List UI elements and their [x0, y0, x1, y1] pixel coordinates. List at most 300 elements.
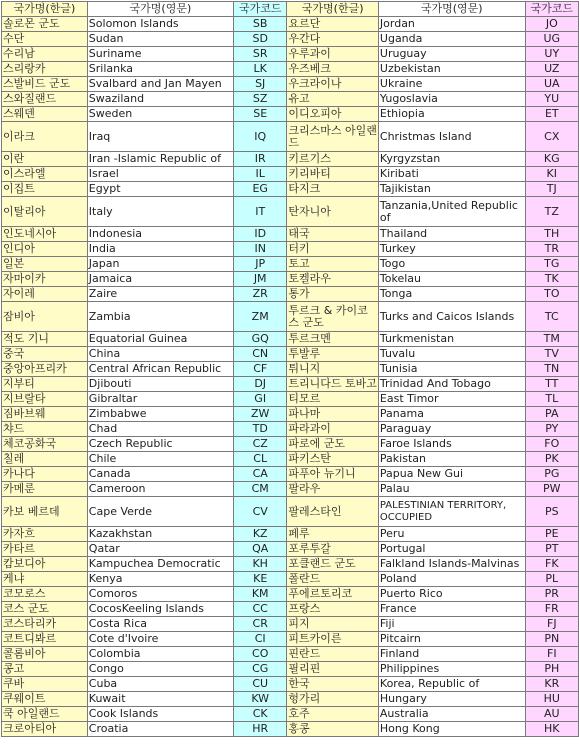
english-name-cell: Sweden: [87, 107, 233, 122]
country-code-cell: JO: [525, 17, 578, 32]
country-code-cell: PR: [525, 587, 578, 602]
table-row: [2, 677, 579, 692]
table-row: [2, 632, 579, 647]
korean-name-cell: 핀란드: [287, 647, 379, 662]
korean-name-cell: 티모르: [287, 392, 379, 407]
korean-name-cell: 쿡 아일랜드: [2, 707, 88, 722]
country-code-cell: TT: [525, 377, 578, 392]
table-row: [2, 422, 579, 437]
korean-name-cell: 토고: [287, 257, 379, 272]
country-code-cell: PS: [525, 497, 578, 527]
country-code-cell: CN: [234, 347, 287, 362]
header-country-code-2: 국가코드: [525, 2, 578, 17]
korean-name-cell: 인디아: [2, 242, 88, 257]
table-row: [2, 482, 579, 497]
table-row: [2, 107, 579, 122]
table-row: [2, 617, 579, 632]
country-code-cell: CO: [234, 647, 287, 662]
country-code-cell: TD: [234, 422, 287, 437]
korean-name-cell: 스발비드 군도: [2, 77, 88, 92]
table-row: [2, 647, 579, 662]
english-name-cell: Ukraine: [378, 77, 525, 92]
english-name-cell: Puerto Rico: [378, 587, 525, 602]
table-row: [2, 662, 579, 677]
country-code-cell: TN: [525, 362, 578, 377]
table-row: [2, 497, 579, 527]
english-name-cell: Fiji: [378, 617, 525, 632]
korean-name-cell: 태국: [287, 227, 379, 242]
english-name-cell: Kampuchea Democratic: [87, 557, 233, 572]
english-name-cell: Cote d'Ivoire: [87, 632, 233, 647]
korean-name-cell: 지브랄타: [2, 392, 88, 407]
korean-name-cell: 코모로스: [2, 587, 88, 602]
country-code-cell: IN: [234, 242, 287, 257]
korean-name-cell: 우즈베크: [287, 62, 379, 77]
country-code-cell: CF: [234, 362, 287, 377]
korean-name-cell: 필리핀: [287, 662, 379, 677]
country-code-cell: PY: [525, 422, 578, 437]
table-row: [2, 287, 579, 302]
korean-name-cell: 타지크: [287, 182, 379, 197]
country-code-cell: GQ: [234, 332, 287, 347]
english-name-cell: Solomon Islands: [87, 17, 233, 32]
table-row: [2, 32, 579, 47]
english-name-cell: Congo: [87, 662, 233, 677]
english-name-cell: Uruguay: [378, 47, 525, 62]
english-name-cell: Chad: [87, 422, 233, 437]
english-name-cell: Croatia: [87, 722, 233, 737]
korean-name-cell: 파라과이: [287, 422, 379, 437]
country-code-cell: PL: [525, 572, 578, 587]
country-code-cell: TL: [525, 392, 578, 407]
korean-name-cell: 칠레: [2, 452, 88, 467]
country-code-cell: HU: [525, 692, 578, 707]
country-code-cell: SE: [234, 107, 287, 122]
country-code-cell: PG: [525, 467, 578, 482]
english-name-cell: Philippines: [378, 662, 525, 677]
country-code-cell: CV: [234, 497, 287, 527]
english-name-cell: Egypt: [87, 182, 233, 197]
english-name-cell: India: [87, 242, 233, 257]
english-name-cell: Zaire: [87, 287, 233, 302]
english-name-cell: Poland: [378, 572, 525, 587]
korean-name-cell: 튀니지: [287, 362, 379, 377]
country-code-cell: HR: [234, 722, 287, 737]
korean-name-cell: 인도네시아: [2, 227, 88, 242]
korean-name-cell: 캄보디아: [2, 557, 88, 572]
header-country-code-1: 국가코드: [234, 2, 287, 17]
english-name-cell: Uzbekistan: [378, 62, 525, 77]
english-name-cell: Cameroon: [87, 482, 233, 497]
korean-name-cell: 파나마: [287, 407, 379, 422]
english-name-cell: PALESTINIAN TERRITORY, OCCUPIED: [378, 497, 525, 527]
country-code-cell: TK: [525, 272, 578, 287]
country-code-table: [1, 1, 579, 737]
country-code-cell: KZ: [234, 527, 287, 542]
korean-name-cell: 통가: [287, 287, 379, 302]
country-code-cell: TC: [525, 302, 578, 332]
country-code-cell: FK: [525, 557, 578, 572]
english-name-cell: Australia: [378, 707, 525, 722]
korean-name-cell: 카자흐: [2, 527, 88, 542]
korean-name-cell: 크로아티아: [2, 722, 88, 737]
english-name-cell: Peru: [378, 527, 525, 542]
korean-name-cell: 푸에르토리코: [287, 587, 379, 602]
korean-name-cell: 요르단: [287, 17, 379, 32]
country-code-cell: TM: [525, 332, 578, 347]
english-name-cell: Tajikistan: [378, 182, 525, 197]
country-code-cell: JP: [234, 257, 287, 272]
table-row: [2, 392, 579, 407]
english-name-cell: Indonesia: [87, 227, 233, 242]
english-name-cell: Korea, Republic of: [378, 677, 525, 692]
korean-name-cell: 우루과이: [287, 47, 379, 62]
country-code-cell: SD: [234, 32, 287, 47]
korean-name-cell: 키르기스: [287, 152, 379, 167]
country-code-cell: QA: [234, 542, 287, 557]
table-row: [2, 92, 579, 107]
table-row: [2, 452, 579, 467]
korean-name-cell: 짐바브웨: [2, 407, 88, 422]
korean-name-cell: 홍콩: [287, 722, 379, 737]
table-row: [2, 347, 579, 362]
english-name-cell: Italy: [87, 197, 233, 227]
country-code-cell: CC: [234, 602, 287, 617]
country-code-cell: IT: [234, 197, 287, 227]
english-name-cell: East Timor: [378, 392, 525, 407]
english-name-cell: Portugal: [378, 542, 525, 557]
english-name-cell: Pakistan: [378, 452, 525, 467]
korean-name-cell: 키리바티: [287, 167, 379, 182]
korean-name-cell: 스리랑카: [2, 62, 88, 77]
table-row: [2, 377, 579, 392]
header-english-name-2: 국가명(영문): [378, 2, 525, 17]
korean-name-cell: 카나다: [2, 467, 88, 482]
english-name-cell: Falkland Islands-Malvinas: [378, 557, 525, 572]
korean-name-cell: 카메룬: [2, 482, 88, 497]
country-code-cell: KE: [234, 572, 287, 587]
korean-name-cell: 코스타리카: [2, 617, 88, 632]
english-name-cell: Turkey: [378, 242, 525, 257]
country-code-cell: UZ: [525, 62, 578, 77]
english-name-cell: Trinidad And Tobago: [378, 377, 525, 392]
country-code-cell: EG: [234, 182, 287, 197]
english-name-cell: Finland: [378, 647, 525, 662]
country-code-cell: ZW: [234, 407, 287, 422]
korean-name-cell: 자마이카: [2, 272, 88, 287]
english-name-cell: Hong Kong: [378, 722, 525, 737]
korean-name-cell: 한국: [287, 677, 379, 692]
korean-name-cell: 챠드: [2, 422, 88, 437]
country-code-cell: GI: [234, 392, 287, 407]
korean-name-cell: 투르크 & 카이코스 군도: [287, 302, 379, 332]
country-code-cell: JM: [234, 272, 287, 287]
english-name-cell: Kazakhstan: [87, 527, 233, 542]
korean-name-cell: 이란: [2, 152, 88, 167]
country-code-cell: TO: [525, 287, 578, 302]
english-name-cell: Cook Islands: [87, 707, 233, 722]
korean-name-cell: 우간다: [287, 32, 379, 47]
english-name-cell: Colombia: [87, 647, 233, 662]
english-name-cell: Hungary: [378, 692, 525, 707]
english-name-cell: Jordan: [378, 17, 525, 32]
english-name-cell: Tonga: [378, 287, 525, 302]
english-name-cell: Jamaica: [87, 272, 233, 287]
country-code-cell: FJ: [525, 617, 578, 632]
english-name-cell: Comoros: [87, 587, 233, 602]
table-row: [2, 332, 579, 347]
table-row: [2, 557, 579, 572]
country-code-cell: SR: [234, 47, 287, 62]
country-code-cell: PH: [525, 662, 578, 677]
country-code-cell: PN: [525, 632, 578, 647]
table-row: [2, 122, 579, 152]
country-code-cell: PA: [525, 407, 578, 422]
korean-name-cell: 수단: [2, 32, 88, 47]
table-row: [2, 17, 579, 32]
table-header-row: [2, 2, 579, 17]
korean-name-cell: 솔로몬 군도: [2, 17, 88, 32]
english-name-cell: Turks and Caicos Islands: [378, 302, 525, 332]
english-name-cell: Tuvalu: [378, 347, 525, 362]
country-code-cell: UG: [525, 32, 578, 47]
korean-name-cell: 일본: [2, 257, 88, 272]
country-code-cell: YU: [525, 92, 578, 107]
korean-name-cell: 페루: [287, 527, 379, 542]
country-code-cell: TH: [525, 227, 578, 242]
country-code-cell: PT: [525, 542, 578, 557]
korean-name-cell: 쿠웨이트: [2, 692, 88, 707]
english-name-cell: Palau: [378, 482, 525, 497]
korean-name-cell: 코트디봐르: [2, 632, 88, 647]
korean-name-cell: 수리남: [2, 47, 88, 62]
english-name-cell: Tokelau: [378, 272, 525, 287]
korean-name-cell: 콜롬비아: [2, 647, 88, 662]
header-english-name-1: 국가명(영문): [87, 2, 233, 17]
korean-name-cell: 자이레: [2, 287, 88, 302]
korean-name-cell: 카타르: [2, 542, 88, 557]
table-row: [2, 302, 579, 332]
country-code-cell: PW: [525, 482, 578, 497]
english-name-cell: Swaziland: [87, 92, 233, 107]
country-code-cell: CL: [234, 452, 287, 467]
country-code-cell: LK: [234, 62, 287, 77]
english-name-cell: Christmas Island: [378, 122, 525, 152]
korean-name-cell: 토켈라우: [287, 272, 379, 287]
table-row: [2, 527, 579, 542]
country-code-cell: HK: [525, 722, 578, 737]
country-code-cell: ZR: [234, 287, 287, 302]
table-row: [2, 77, 579, 92]
table-row: [2, 407, 579, 422]
table-row: [2, 467, 579, 482]
table-row: [2, 152, 579, 167]
country-code-cell: FI: [525, 647, 578, 662]
table-row: [2, 362, 579, 377]
english-name-cell: Sudan: [87, 32, 233, 47]
table-row: [2, 257, 579, 272]
korean-name-cell: 이디오피아: [287, 107, 379, 122]
country-code-cell: CM: [234, 482, 287, 497]
table-row: [2, 242, 579, 257]
country-code-cell: KG: [525, 152, 578, 167]
korean-name-cell: 지부티: [2, 377, 88, 392]
english-name-cell: Tunisia: [378, 362, 525, 377]
country-code-cell: SB: [234, 17, 287, 32]
country-code-cell: IQ: [234, 122, 287, 152]
english-name-cell: China: [87, 347, 233, 362]
korean-name-cell: 스웨덴: [2, 107, 88, 122]
country-code-cell: UA: [525, 77, 578, 92]
table-row: [2, 272, 579, 287]
table-row: [2, 227, 579, 242]
country-code-cell: SJ: [234, 77, 287, 92]
country-code-cell: TJ: [525, 182, 578, 197]
table-row: [2, 62, 579, 77]
english-name-cell: Tanzania,United Republic of: [378, 197, 525, 227]
korean-name-cell: 포클랜드 군도: [287, 557, 379, 572]
korean-name-cell: 팔라우: [287, 482, 379, 497]
korean-name-cell: 적도 기니: [2, 332, 88, 347]
english-name-cell: Papua New Gui: [378, 467, 525, 482]
country-code-cell: ID: [234, 227, 287, 242]
country-code-table-container: [1, 1, 579, 737]
korean-name-cell: 중앙아프리카: [2, 362, 88, 377]
korean-name-cell: 체코공화국: [2, 437, 88, 452]
korean-name-cell: 투르크멘: [287, 332, 379, 347]
country-code-cell: CG: [234, 662, 287, 677]
english-name-cell: Panama: [378, 407, 525, 422]
country-code-cell: CA: [234, 467, 287, 482]
english-name-cell: Costa Rica: [87, 617, 233, 632]
header-korean-name-2: 국가명(한글): [287, 2, 379, 17]
table-row: [2, 182, 579, 197]
table-row: [2, 572, 579, 587]
korean-name-cell: 포루투갈: [287, 542, 379, 557]
country-code-cell: KM: [234, 587, 287, 602]
english-name-cell: Qatar: [87, 542, 233, 557]
table-row: [2, 437, 579, 452]
english-name-cell: Faroe Islands: [378, 437, 525, 452]
english-name-cell: Svalbard and Jan Mayen: [87, 77, 233, 92]
country-code-cell: UY: [525, 47, 578, 62]
korean-name-cell: 트리니다드 토바고: [288, 377, 377, 390]
english-name-cell: Suriname: [87, 47, 233, 62]
english-name-cell: Zambia: [87, 302, 233, 332]
korean-name-cell: 파로에 군도: [287, 437, 379, 452]
country-code-cell: IR: [234, 152, 287, 167]
country-code-cell: FR: [525, 602, 578, 617]
country-code-cell: KH: [234, 557, 287, 572]
country-code-cell: CK: [234, 707, 287, 722]
korean-name-cell: 이라크: [2, 122, 88, 152]
korean-name-cell: 헝가리: [287, 692, 379, 707]
korean-name-cell: 이스라엘: [2, 167, 88, 182]
english-name-cell: Canada: [87, 467, 233, 482]
korean-name-cell: 잠비아: [2, 302, 88, 332]
table-row: [2, 602, 579, 617]
table-body: [2, 17, 579, 737]
country-code-cell: AU: [525, 707, 578, 722]
country-code-cell: CX: [525, 122, 578, 152]
english-name-cell: Japan: [87, 257, 233, 272]
country-code-cell: DJ: [234, 377, 287, 392]
english-name-cell: Israel: [87, 167, 233, 182]
korean-name-cell: 카보 베르데: [2, 497, 88, 527]
country-code-cell: TV: [525, 347, 578, 362]
country-code-cell: CU: [234, 677, 287, 692]
english-name-cell: Pitcairn: [378, 632, 525, 647]
table-row: [2, 587, 579, 602]
korean-name-cell: 폴란드: [287, 572, 379, 587]
korean-name-cell: 탄자니아: [287, 197, 379, 227]
english-name-cell: Cape Verde: [87, 497, 233, 527]
country-code-cell: CI: [234, 632, 287, 647]
country-code-cell: PE: [525, 527, 578, 542]
korean-name-cell: 투발루: [287, 347, 379, 362]
korean-name-cell: 코스 군도: [2, 602, 88, 617]
korean-name-cell: 파푸아 뉴기니: [287, 467, 379, 482]
english-name-cell: Zimbabwe: [87, 407, 233, 422]
korean-name-cell: 프랑스: [287, 602, 379, 617]
korean-name-cell: 우크라이나: [287, 77, 379, 92]
korean-name-cell: 팔레스타인: [287, 497, 379, 527]
english-name-cell: Cuba: [87, 677, 233, 692]
country-code-cell: IL: [234, 167, 287, 182]
korean-name-cell: 피지: [287, 617, 379, 632]
table-row: [2, 542, 579, 557]
korean-name-cell: 호주: [287, 707, 379, 722]
english-name-cell: Iran -Islamic Republic of: [87, 152, 233, 167]
english-name-cell: Equatorial Guinea: [87, 332, 233, 347]
english-name-cell: Ethiopia: [378, 107, 525, 122]
country-code-cell: TZ: [525, 197, 578, 227]
english-name-cell: Kuwait: [87, 692, 233, 707]
country-code-cell: PK: [525, 452, 578, 467]
english-name-cell: Uganda: [378, 32, 525, 47]
table-row: [2, 197, 579, 227]
english-name-cell: Iraq: [87, 122, 233, 152]
country-code-cell: KR: [525, 677, 578, 692]
english-name-cell: Togo: [378, 257, 525, 272]
english-name-cell: Yugoslavia: [378, 92, 525, 107]
english-name-cell: Turkmenistan: [378, 332, 525, 347]
korean-name-cell: 유고: [287, 92, 379, 107]
table-row: [2, 692, 579, 707]
korean-name-cell: 쿠바: [2, 677, 88, 692]
english-name-cell: CocosKeeling Islands: [87, 602, 233, 617]
english-name-cell: Czech Republic: [87, 437, 233, 452]
country-code-cell: FO: [525, 437, 578, 452]
table-row: [2, 167, 579, 182]
english-name-cell: Chile: [87, 452, 233, 467]
table-row: [2, 707, 579, 722]
country-code-cell: TG: [525, 257, 578, 272]
korean-name-cell: 콩고: [2, 662, 88, 677]
english-name-cell: Kyrgyzstan: [378, 152, 525, 167]
english-name-cell: Srilanka: [87, 62, 233, 77]
english-name-cell: France: [378, 602, 525, 617]
korean-name-cell: 이탈리아: [2, 197, 88, 227]
english-name-cell: Central African Republic: [87, 362, 233, 377]
english-name-cell: Kenya: [87, 572, 233, 587]
country-code-cell: CZ: [234, 437, 287, 452]
korean-name-cell: 터키: [287, 242, 379, 257]
english-name-cell: Djibouti: [87, 377, 233, 392]
table-row: [2, 47, 579, 62]
english-name-cell: Kiribati: [378, 167, 525, 182]
country-code-cell: SZ: [234, 92, 287, 107]
